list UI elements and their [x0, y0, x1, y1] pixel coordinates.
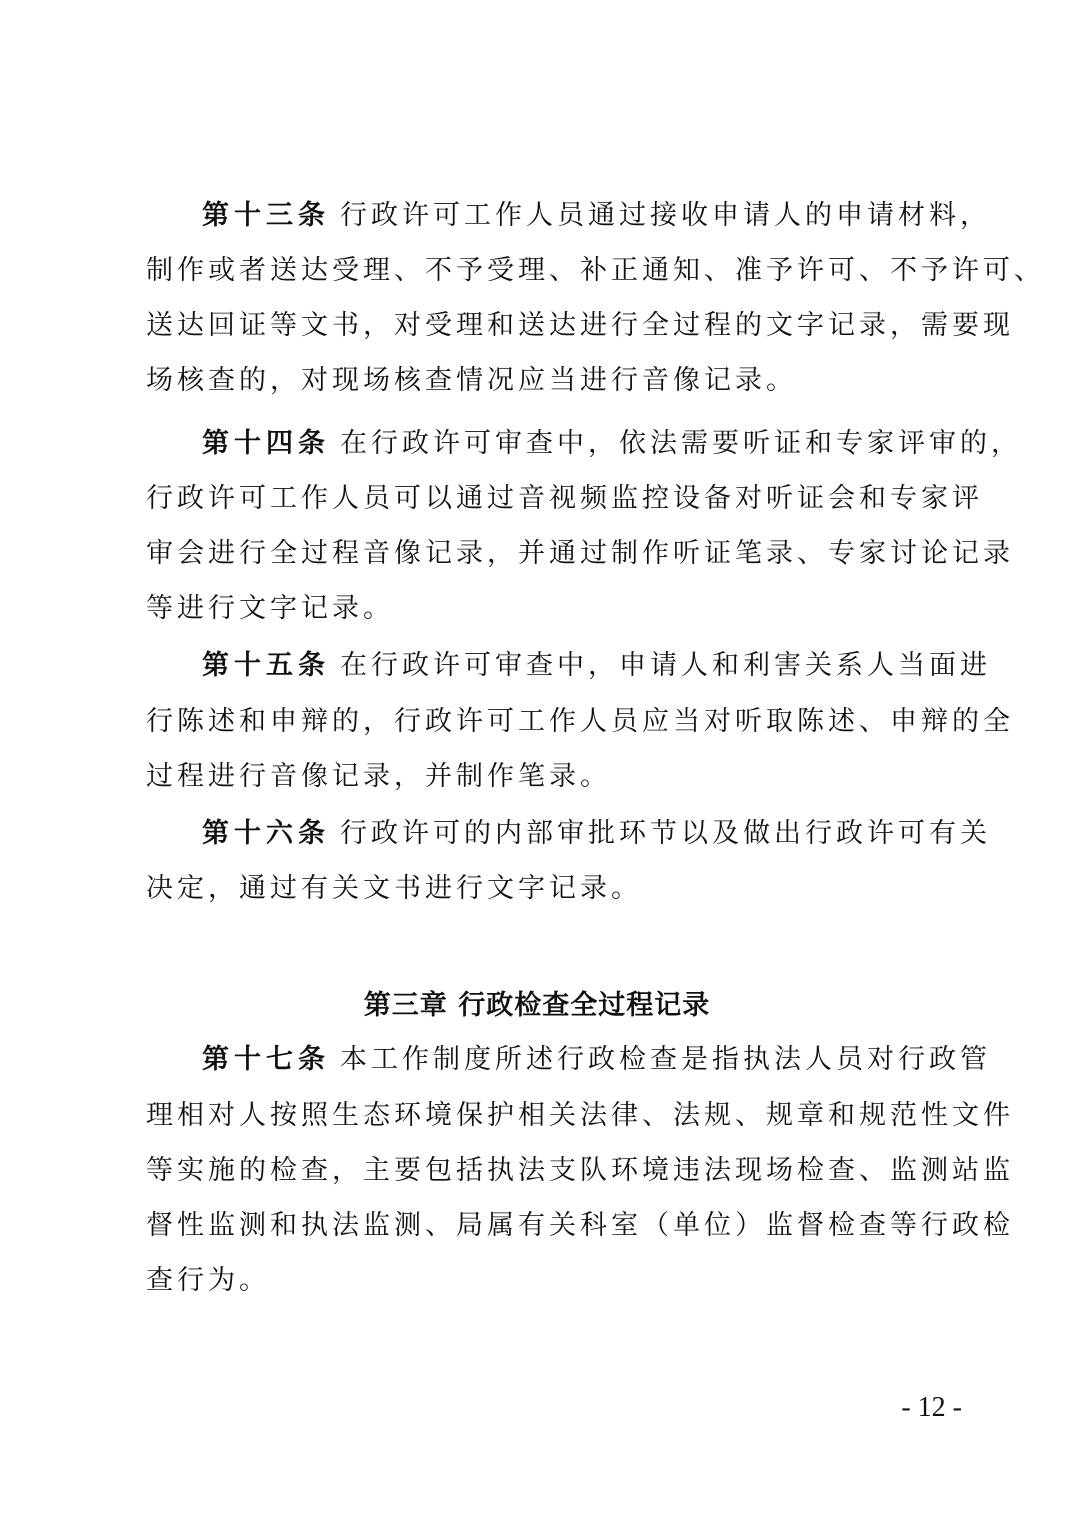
article-heading: 第十七条 — [202, 1044, 330, 1075]
paragraph-line: 制作或者送达受理、不予受理、补正通知、准予许可、不予许可、 — [146, 255, 1045, 286]
paragraph-line — [202, 424, 1022, 464]
article-heading: 第十六条 — [202, 818, 330, 849]
paragraph-text: 行政许可的内部审批环节以及做出行政许可有关 — [340, 818, 991, 849]
article-heading: 第十三条 — [202, 200, 330, 231]
article-heading: 第十四条 — [202, 428, 330, 459]
chapter-title: 第三章 行政检查全过程记录 — [363, 990, 711, 1021]
paragraph-line: 等实施的检查，主要包括执法支队环境违法现场检查、监测站监 — [146, 1155, 1014, 1186]
paragraph-line — [202, 1040, 991, 1080]
paragraph-line: 理相对人按照生态环境保护相关法律、法规、规章和规范性文件 — [146, 1100, 1014, 1131]
paragraph-line: 决定，通过有关文书进行文字记录。 — [146, 873, 642, 904]
paragraph-line: 过程进行音像记录，并制作笔录。 — [146, 761, 611, 792]
paragraph-text: 本工作制度所述行政检查是指执法人员对行政管 — [340, 1044, 991, 1075]
paragraph-line: 行政许可工作人员可以通过音视频监控设备对听证会和专家评 — [146, 483, 983, 514]
paragraph-line — [202, 646, 991, 686]
paragraph-line: 等进行文字记录。 — [146, 593, 394, 624]
paragraph-line: 查行为。 — [146, 1265, 270, 1296]
paragraph-line: 督性监测和执法监测、局属有关科室（单位）监督检查等行政检 — [146, 1210, 1014, 1241]
paragraph-text: 行政许可工作人员通过接收申请人的申请材料， — [340, 200, 991, 231]
paragraph-line — [202, 196, 991, 236]
paragraph-line: 审会进行全过程音像记录，并通过制作听证笔录、专家讨论记录 — [146, 538, 1014, 569]
page-number: - 12 - — [901, 1392, 962, 1423]
paragraph-line — [202, 814, 991, 854]
paragraph-line: 场核查的，对现场核查情况应当进行音像记录。 — [146, 365, 797, 396]
paragraph-text: 在行政许可审查中，依法需要听证和专家评审的， — [340, 428, 1022, 459]
paragraph-line: 行陈述和申辩的，行政许可工作人员应当对听取陈述、申辩的全 — [146, 706, 1014, 737]
paragraph-line: 送达回证等文书，对受理和送达进行全过程的文字记录，需要现 — [146, 310, 1014, 341]
article-heading: 第十五条 — [202, 650, 330, 681]
paragraph-text: 在行政许可审查中，申请人和利害关系人当面进 — [340, 650, 991, 681]
